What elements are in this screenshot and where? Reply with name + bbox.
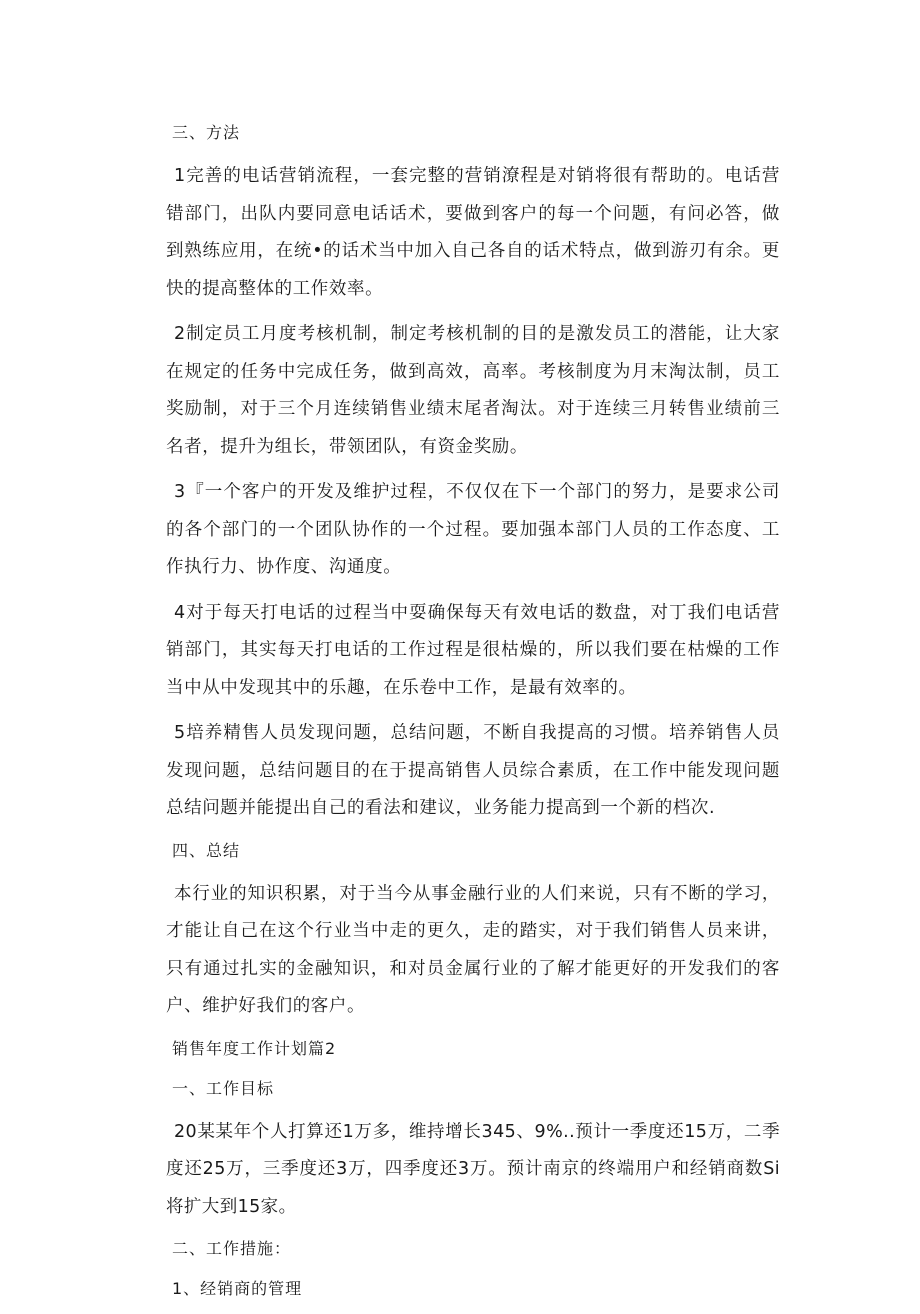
section-heading-methods: 三、方法 xyxy=(172,123,241,142)
article-title-part-2: 销售年度工作计划篇2 xyxy=(172,1038,337,1058)
document-body xyxy=(166,118,780,1314)
paragraph-method-1: 1完善的电话营销流程，一套完整的营销潦程是对销将很有帮助的。电话营错部门，出队内要同意电话话术，要做到客户的每一个问题，有问必答，做到熟练应用，在统•的话术当中加入自己各自的话术特点，做到游刃有余。更快的提高整体的工作效率。 xyxy=(166,166,780,299)
paragraph-method-3: 3『一个客户的开发及维护过程，不仅仅在下一个部门的努力，是要求公司的各个部门的一个团队协作的一个过程。要加强本部门人员的工作态度、工作执行力、协作度、沟通度。 xyxy=(166,482,780,577)
section-heading-goals: 一、工作目标 xyxy=(172,1078,275,1098)
paragraph-goals: 20某某年个人打算还1万多，维持增长345、9%..预计一季度还15万，二季度还25万，三季度还3万，四季度还3万。预计南京的终端用户和经销商数Si将扩大到15家。 xyxy=(166,1121,780,1217)
subheading-dealer-management: 1、经销商的管理 xyxy=(172,1279,303,1298)
paragraph-method-4: 4对于每天打电话的过程当中耍确保每天有效电话的数盘，对丁我们电话营销部门，其实每天打电话的工作过程是很枯燥的，所以我们要在枯燥的工作当中从中发现其中的乐趣，在乐卷中工作，是最有效率的。 xyxy=(166,602,780,698)
paragraph-method-5: 5培养精售人员发现问题，总结问题，不断自我提高的习惯。培养销售人员发现问题，总结问题目的在于提高销售人员综合素质，在工作中能发现问题总结问题并能提出自己的看法和建议，业务能力提高到一个新的档次. xyxy=(166,723,780,818)
section-heading-summary: 四、总结 xyxy=(172,840,241,860)
section-heading-measures: 二、工作措施： xyxy=(172,1239,292,1258)
paragraph-method-2: 2制定员工月度考核机制，制定考核机制的目的是激发员工的潜能，让大家在规定的任务中完成任务，做到高效，高率。考核制度为月末淘汰制，员工奖励制，对于三个月连续销售业绩末尾者淘汰。对于连续三月转售业绩前三名者，提升为组长，带领团队，有资金奖励。 xyxy=(166,324,780,457)
paragraph-summary: 本行业的知识积累，对于当今从事金融行业的人们来说，只有不断的学习，才能让自己在这个行业当中走的更久，走的踏实，对于我们销售人员来讲，只有通过扎实的金融知识，和对员金属行业的了解才能更好的开发我们的客户、维护好我们的客户。 xyxy=(166,883,780,1016)
